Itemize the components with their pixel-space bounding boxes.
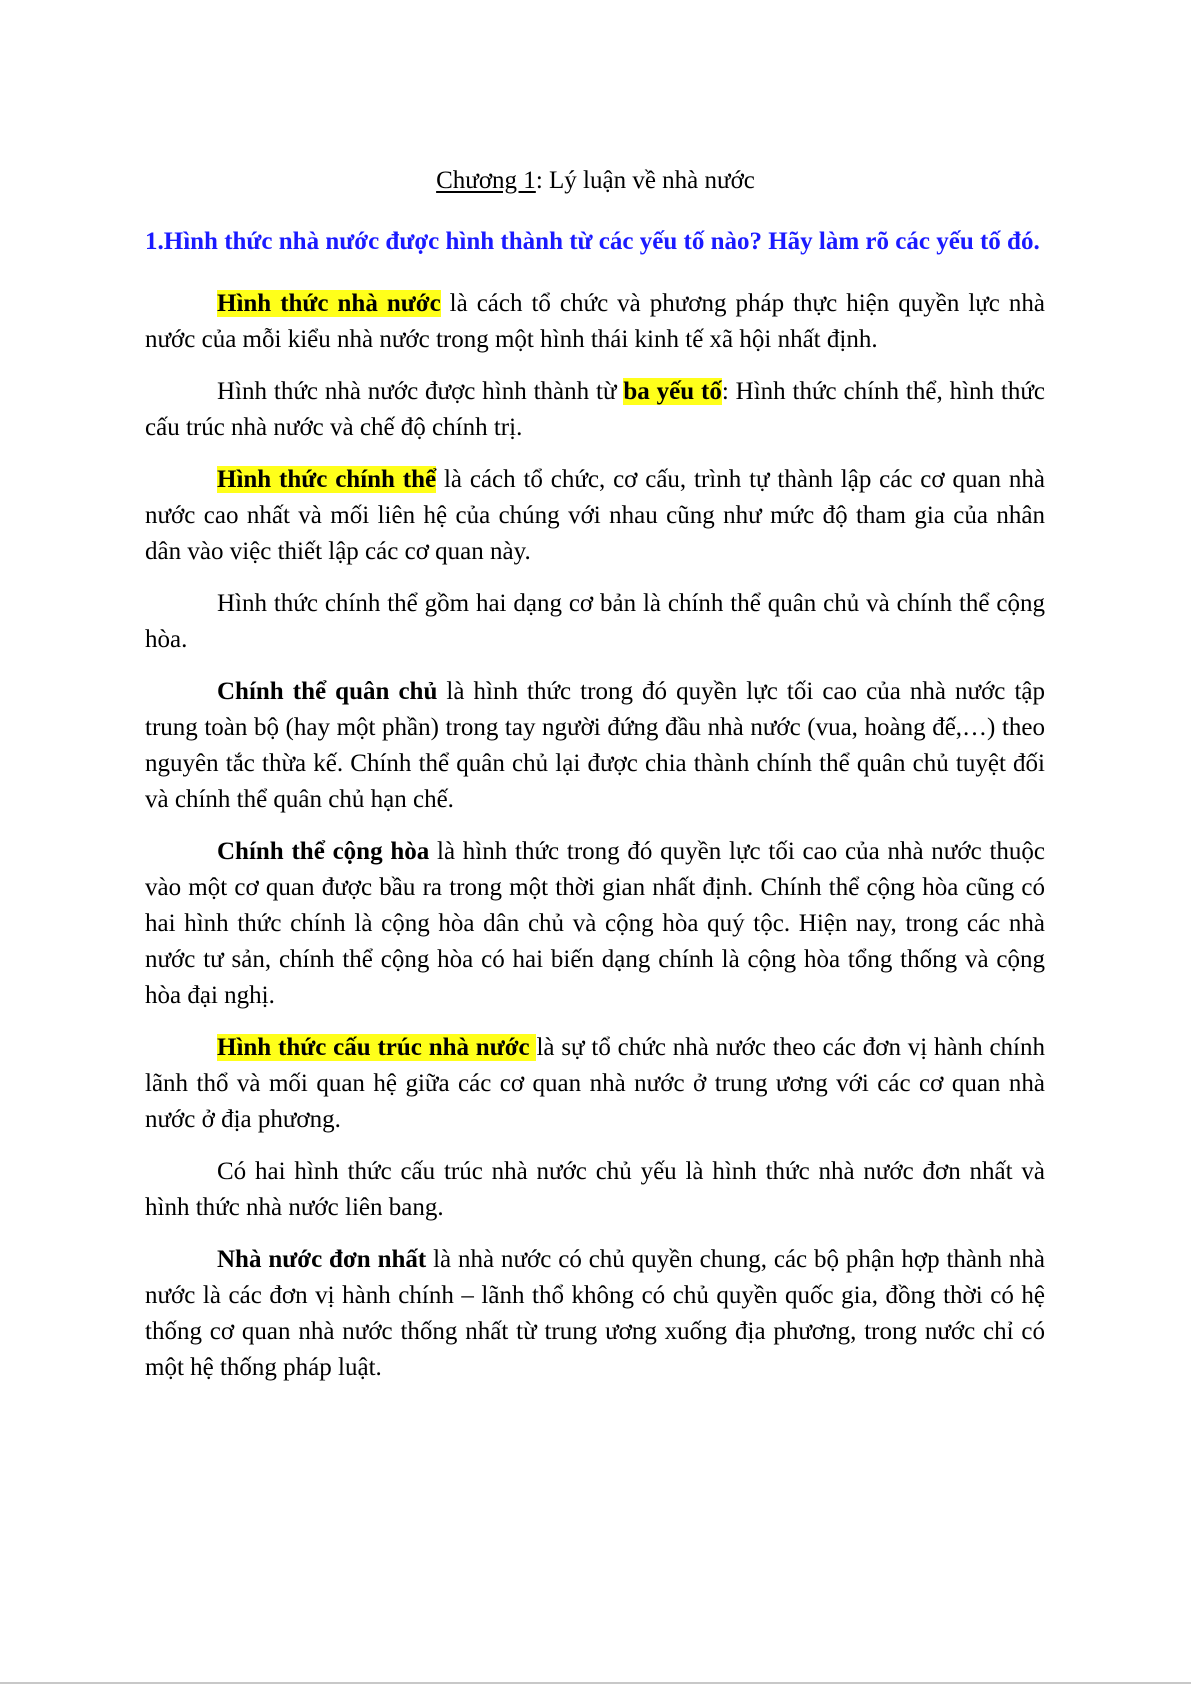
highlighted-term: Hình thức cấu trúc nhà nước: [217, 1034, 537, 1061]
paragraph-republic: [145, 834, 1045, 1014]
chapter-title: [0, 166, 1191, 196]
page-bottom-edge: [0, 1682, 1191, 1684]
highlighted-term: Hình thức nhà nước: [217, 290, 441, 317]
highlighted-term: ba yếu tố: [623, 378, 722, 405]
bold-term: Chính thể quân chủ: [217, 678, 438, 705]
paragraph-two-types: Hình thức chính thể gồm hai dạng cơ bản là chính thể quân chủ và chính thể cộng hòa.: [145, 590, 1045, 653]
paragraph-definition: [145, 286, 1045, 358]
paragraph-text: là hình thức trong đó quyền lực tối cao của nhà nước thuộc vào một cơ quan được bầu ra trong một thời gian nhất định. Chính thể cộng hòa cũng có hai hình thức chính là cộng hòa dân chủ và cộng hòa quý tộc. Hiện nay, trong các nhà nước tư sản, chính thể cộng hòa có hai biến dạng chính là cộng hòa tổng thống và cộng hòa đại nghị.: [145, 838, 1045, 1009]
paragraph-text: : Hình thức chính thể, hình thức cấu trúc nhà nước và chế độ chính trị.: [145, 378, 1045, 441]
paragraph-monarchy: [145, 674, 1045, 818]
paragraph-text: là cách tổ chức, cơ cấu, trình tự thành lập các cơ quan nhà nước cao nhất và mối liên hệ của chúng với nhau cũng như mức độ tham gia của nhân dân vào việc thiết lập các cơ quan này.: [145, 466, 1045, 565]
paragraph-text: là hình thức trong đó quyền lực tối cao của nhà nước tập trung toàn bộ (hay một phần) trong tay người đứng đầu nhà nước (vua, hoàng đế,…) theo nguyên tắc thừa kế. Chính thể quân chủ lại được chia thành chính thể quân chủ tuyệt đối và chính thể quân chủ hạn chế.: [145, 678, 1045, 813]
paragraph-unitary-state: [145, 1242, 1045, 1386]
paragraph-structure-types: Có hai hình thức cấu trúc nhà nước chủ yếu là hình thức nhà nước đơn nhất và hình thức nhà nước liên bang.: [145, 1158, 1045, 1221]
highlighted-term: Hình thức chính thể: [217, 466, 437, 493]
document-body: [145, 224, 1045, 1386]
paragraph-three-elements: [145, 374, 1045, 446]
chapter-subject: : Lý luận về nhà nước: [535, 167, 755, 194]
question-heading: 1.Hình thức nhà nước được hình thành từ các yếu tố nào? Hãy làm rõ các yếu tố đó.: [145, 228, 1040, 255]
chapter-label: Chương 1: [436, 167, 536, 194]
paragraph-state-structure: [145, 1030, 1045, 1138]
bold-term: Nhà nước đơn nhất: [217, 1246, 427, 1273]
paragraph-government-form: [145, 462, 1045, 570]
paragraph-text: là cách tổ chức và phương pháp thực hiện quyền lực nhà nước của mỗi kiểu nhà nước trong một hình thái kinh tế xã hội nhất định.: [145, 290, 1045, 353]
paragraph-text: là sự tổ chức nhà nước theo các đơn vị hành chính lãnh thổ và mối quan hệ giữa các cơ quan nhà nước ở trung ương với các cơ quan nhà nước ở địa phương.: [145, 1034, 1045, 1133]
bold-term: Chính thể cộng hòa: [217, 838, 430, 865]
paragraph-text-lead: Hình thức nhà nước được hình thành từ: [217, 378, 624, 405]
paragraph-text: là nhà nước có chủ quyền chung, các bộ phận hợp thành nhà nước là các đơn vị hành chính – lãnh thổ không có chủ quyền quốc gia, đồng thời có hệ thống cơ quan nhà nước thống nhất từ trung ương xuống địa phương, trong nước chỉ có một hệ thống pháp luật.: [145, 1246, 1045, 1381]
